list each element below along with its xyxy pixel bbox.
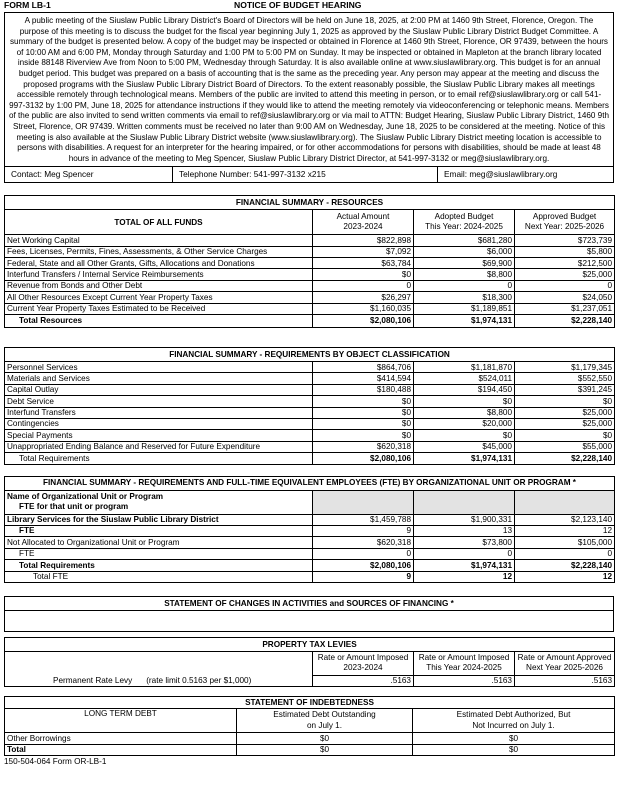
fte-header-blank	[515, 490, 615, 514]
levies-blank	[5, 651, 313, 675]
row-label: Current Year Property Taxes Estimated to be Received	[5, 303, 313, 314]
row-value: $0	[313, 269, 414, 280]
fte-row: FTE 0 0 0	[5, 548, 615, 559]
changes-title: STATEMENT OF CHANGES IN ACTIVITIES and SOURCES OF FINANCING *	[5, 596, 614, 610]
resources-col-header: Adopted Budget This Year: 2024-2025	[414, 210, 515, 235]
requirements-rows	[5, 362, 615, 453]
row-label: Special Payments	[5, 430, 313, 441]
row-value: $681,280	[414, 235, 515, 246]
resources-row	[5, 235, 615, 246]
fte-row: Library Services for the Siuslaw Public Library District $1,459,788 $1,900,331 $2,123,140	[5, 514, 615, 525]
row-value: $0	[313, 419, 414, 430]
row-value: $20,000	[414, 419, 515, 430]
row-value: $7,092	[313, 246, 414, 257]
levies-table	[4, 637, 615, 687]
fte-total-row: Total Requirements $2,080,106 $1,974,131 $2,228,140	[5, 560, 615, 571]
row-value: $8,800	[414, 269, 515, 280]
resources-row	[5, 258, 615, 269]
row-value: $0	[515, 396, 615, 407]
resources-row	[5, 269, 615, 280]
debt-title: STATEMENT OF INDEBTEDNESS	[5, 697, 615, 709]
debt-col1: Estimated Debt Outstanding on July 1.	[237, 709, 413, 733]
resources-col-header: Approved Budget Next Year: 2025-2026	[515, 210, 615, 235]
row-label: Materials and Services	[5, 373, 313, 384]
debt-row: Total $0 $0	[5, 744, 615, 755]
fte-header: Name of Organizational Unit or Program FTE for that unit or program	[5, 490, 313, 514]
requirements-total-row: Total Requirements $2,080,106 $1,974,131 $2,228,140	[5, 453, 615, 464]
row-label: Unappropriated Ending Balance and Reserved for Future Expenditure	[5, 441, 313, 452]
row-label: Interfund Transfers / Internal Service Reimbursements	[5, 269, 313, 280]
requirements-row	[5, 373, 615, 384]
row-value: $25,000	[515, 269, 615, 280]
row-value: $620,318	[313, 441, 414, 452]
notice-text: A public meeting of the Siuslaw Public Library District's Board of Directors will be held on June 18, 2025, at 2:00 PM at 1460 9th Street, Florence, Oregon. The purpose of this meeting is to discuss the budget for the fiscal year beginning July 1, 2025 as approved by the Siuslaw Public Library District Budget Committee. A summary of the budget is presented below. A copy of the budget may be inspected or obtained in Florence at 1460 9th Street, Florence, OR 97439, between the hours of 10:00 AM and 6:00 PM, Monday through Saturday and 1:00 PM to 5:00 PM on Sunday. It may be inspected or obtained in Mapleton at the branch library located inside 88148 Riverview Ave from Noon to 5:00 PM, Wednesday through Saturday. It is also available online at www.siuslawlibrary.org. This budget is for an annual budget period. This budget was prepared on a basis of accounting that is the same as the preceding year. Any person may appear at the meeting and discuss the proposed programs with the Siuslaw Public Library District Board of Directors. To the extent reasonably possible, the Siuslaw Public Library makes all meetings accessible remotely through technological means. Members of the public are invited to attend this meeting in person, or to email ref@siuslawlibrary.org or call 541-997-3132 by 1:00 PM, June 18, 2025 for attendance instructions if they would like to attend the meeting remotely via videoconferencing or telephonic means. Members of the public are also invited to send written comments via email to ref@siuslawlibrary.org or via mail to ATTN: Budget Hearing, Siuslaw Public Library District, 1460 9th Street, Florence, OR 97439. Written comments must be received no later than 9:00 AM on Wednesday, June 18, 2025 to be considered at the meeting. Notice of this meeting is also available at the Siuslaw Public Library District website (www.siuslawlibrary.org). The Siuslaw Public Library District meeting location is accessible to persons with disabilities. A request for an interpreter for the hearing impaired, or for other accommodations for persons with disabilities, should be made at least 48 hours in advance of the meeting to Meg Spencer, Siuslaw Public Library District Director, at 541-997-3132 or meg@siuslawlibrary.org.	[4, 12, 614, 167]
row-value: $1,160,035	[313, 303, 414, 314]
levy-note: (rate limit 0.5163 per $1,000)	[146, 676, 252, 686]
row-label: Personnel Services	[5, 362, 313, 373]
row-value: $414,594	[313, 373, 414, 384]
contact-phone: Telephone Number: 541-997-3132 x215	[173, 167, 438, 182]
levies-col-header: Rate or Amount Imposed This Year 2024-2025	[414, 651, 515, 675]
row-label: Federal, State and all Other Grants, Gifts, Allocations and Donations	[5, 258, 313, 269]
fte-header-blank	[414, 490, 515, 514]
requirements-row	[5, 362, 615, 373]
requirements-row	[5, 384, 615, 395]
requirements-row	[5, 430, 615, 441]
fte-total-fte-row: Total FTE 9 12 12	[5, 571, 615, 582]
contact-name: Contact: Meg Spencer	[5, 167, 173, 182]
row-value: $55,000	[515, 441, 615, 452]
levies-col-header: Rate or Amount Approved Next Year 2025-2026	[515, 651, 615, 675]
form-header	[4, 0, 614, 12]
row-value: $0	[414, 430, 515, 441]
debt-col2: Estimated Debt Authorized, But Not Incurred on July 1.	[413, 709, 615, 733]
row-value: $0	[313, 430, 414, 441]
row-value: $0	[515, 430, 615, 441]
form-number: FORM LB-1	[4, 0, 51, 11]
row-value: $552,550	[515, 373, 615, 384]
resources-total-row: Total Resources $2,080,106 $1,974,131 $2,228,140	[5, 315, 615, 328]
levies-title: PROPERTY TAX LEVIES	[5, 637, 615, 651]
row-value: $1,181,870	[414, 362, 515, 373]
row-value: $1,237,051	[515, 303, 615, 314]
resources-row	[5, 292, 615, 303]
levies-row: Permanent Rate Levy (rate limit 0.5163 per $1,000) .5163 .5163 .5163	[5, 675, 615, 686]
requirements-row	[5, 396, 615, 407]
resources-row	[5, 303, 615, 314]
row-label: Capital Outlay	[5, 384, 313, 395]
resources-label: TOTAL OF ALL FUNDS	[5, 210, 313, 235]
levies-col-header: Rate or Amount Imposed 2023-2024	[313, 651, 414, 675]
row-value: $18,300	[414, 292, 515, 303]
fte-header-blank	[313, 490, 414, 514]
debt-col0: LONG TERM DEBT	[5, 709, 237, 733]
row-value: $822,898	[313, 235, 414, 246]
fte-title: FINANCIAL SUMMARY - REQUIREMENTS AND FULL-TIME EQUIVALENT EMPLOYEES (FTE) BY ORGANIZATIONAL UNIT OR PROGRAM *	[5, 476, 615, 490]
debt-table	[4, 696, 615, 756]
changes-table	[4, 596, 614, 632]
row-label: Interfund Transfers	[5, 407, 313, 418]
row-value: 0	[414, 280, 515, 291]
row-value: $0	[313, 407, 414, 418]
requirements-row	[5, 407, 615, 418]
row-value: $0	[414, 396, 515, 407]
form-footer: 150-504-064 Form OR-LB-1	[4, 757, 107, 767]
row-value: $24,050	[515, 292, 615, 303]
row-value: $8,800	[414, 407, 515, 418]
row-value: $25,000	[515, 419, 615, 430]
form-title: NOTICE OF BUDGET HEARING	[234, 0, 362, 11]
row-value: $5,800	[515, 246, 615, 257]
resources-col-header: Actual Amount 2023-2024	[313, 210, 414, 235]
requirements-row	[5, 419, 615, 430]
row-value: $0	[313, 396, 414, 407]
row-value: $63,784	[313, 258, 414, 269]
row-value: $212,500	[515, 258, 615, 269]
row-value: $25,000	[515, 407, 615, 418]
row-value: $180,488	[313, 384, 414, 395]
fte-row: Not Allocated to Organizational Unit or Program $620,318 $73,800 $105,000	[5, 537, 615, 548]
row-label: Net Working Capital	[5, 235, 313, 246]
requirements-table	[4, 347, 615, 465]
fte-row: FTE 9 13 12	[5, 525, 615, 536]
row-value: $194,450	[414, 384, 515, 395]
row-value: $1,179,345	[515, 362, 615, 373]
resources-rows	[5, 235, 615, 315]
levy-label: Permanent Rate Levy	[53, 676, 133, 686]
resources-row	[5, 280, 615, 291]
changes-body	[5, 610, 614, 631]
row-value: $524,011	[414, 373, 515, 384]
row-value: $1,189,851	[414, 303, 515, 314]
row-value: $723,739	[515, 235, 615, 246]
row-label: Revenue from Bonds and Other Debt	[5, 280, 313, 291]
resources-table	[4, 195, 615, 328]
requirements-row	[5, 441, 615, 452]
row-label: Fees, Licenses, Permits, Fines, Assessments, & Other Service Charges	[5, 246, 313, 257]
row-label: All Other Resources Except Current Year Property Taxes	[5, 292, 313, 303]
contact-email[interactable]: Email: meg@siuslawlibrary.org	[444, 169, 558, 180]
row-value: $864,706	[313, 362, 414, 373]
row-value: $391,245	[515, 384, 615, 395]
debt-row: Other Borrowings $0 $0	[5, 733, 615, 744]
row-value: $45,000	[414, 441, 515, 452]
contact-row	[4, 167, 614, 183]
budget-notice-page	[4, 0, 614, 767]
row-value: $6,000	[414, 246, 515, 257]
row-label: Debt Service	[5, 396, 313, 407]
row-value: $26,297	[313, 292, 414, 303]
row-label: Contingencies	[5, 419, 313, 430]
row-value: 0	[313, 280, 414, 291]
resources-title: FINANCIAL SUMMARY - RESOURCES	[5, 196, 615, 210]
row-value: 0	[515, 280, 615, 291]
row-value: $69,900	[414, 258, 515, 269]
requirements-title: FINANCIAL SUMMARY - REQUIREMENTS BY OBJECT CLASSIFICATION	[5, 348, 615, 362]
resources-row	[5, 246, 615, 257]
fte-table	[4, 476, 615, 583]
